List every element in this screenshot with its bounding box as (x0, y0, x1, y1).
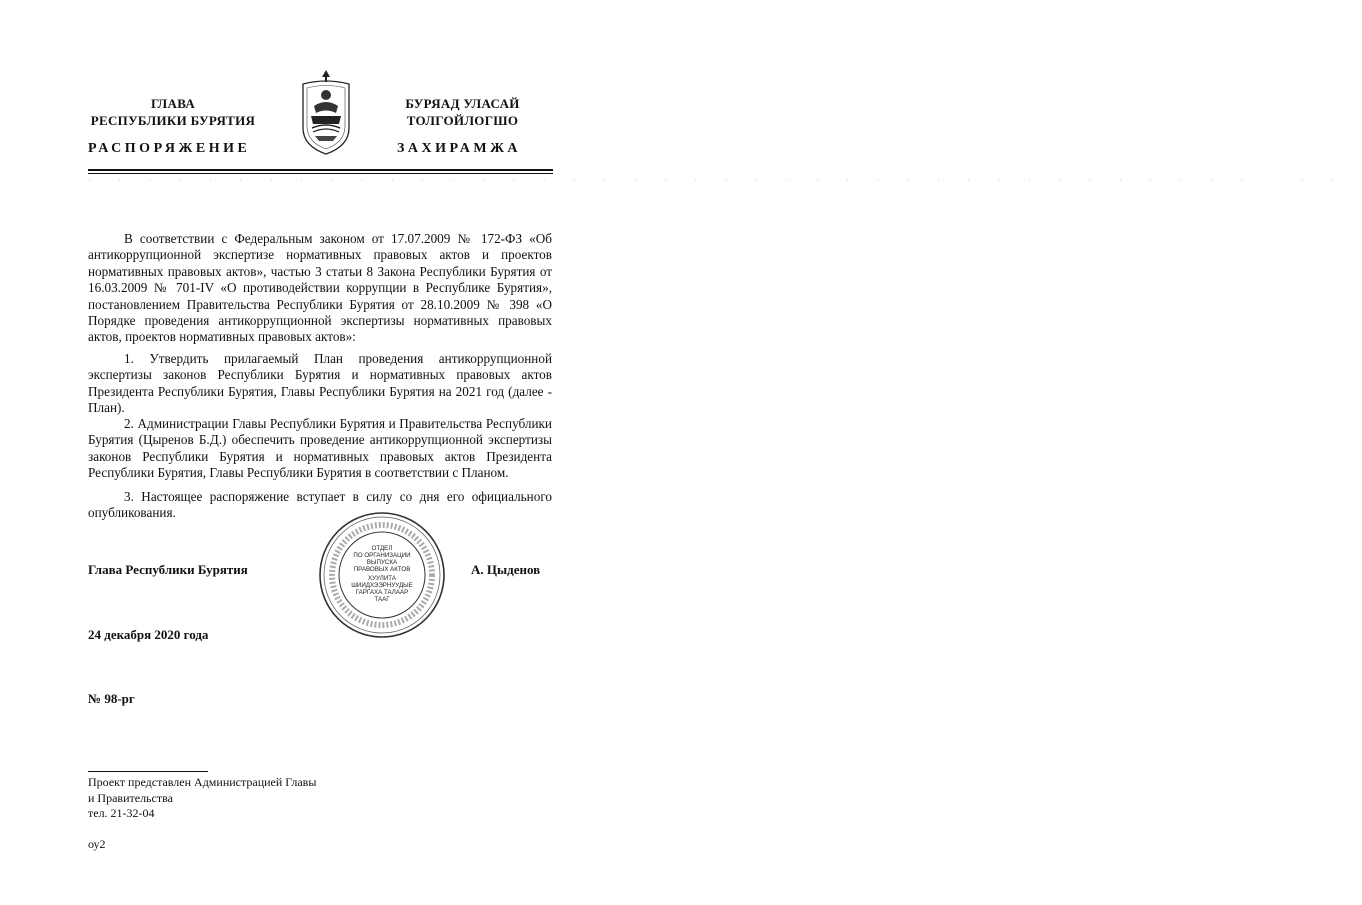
document-title-bua: ЗАХИРАМЖА (397, 141, 522, 156)
coat-of-arms-emblem (297, 68, 355, 156)
official-stamp (317, 510, 447, 640)
document-date: 24 декабря 2020 года (88, 627, 209, 642)
stamp-line1: ОТДЕЛ (371, 545, 393, 552)
body-item-1 (88, 351, 552, 417)
header-left-line2: РЕСПУБЛИКИ БУРЯТИЯ (90, 113, 256, 128)
paragraph-text: В соответствии с Федеральным законом от 17.07.2009 № 172-ФЗ «Об антикоррупционной экспертизе нормативных правовых актов и проектов нормативных правовых актов», частью 3 статьи 8 Закона Республики Бурятия от 16.03.2009 № 701-IV «О противодействии коррупции в Республике Бурятия», постановлением Правительства Республики Бурятия от 28.10.2009 № 398 «О Порядке проведения антикоррупционной экспертизы нормативных правовых актов, проектов нормативных правовых актов»: (88, 231, 552, 345)
document-number: № 98-рг (88, 691, 135, 706)
header-dots: ·········································· (88, 176, 1362, 184)
footer-line1: Проект представлен Администрацией Главы (88, 775, 317, 789)
item-text: 2. Администрации Главы Республики Бурятия и Правительства Республики Бурятия (Цыренов Б.Д.) обеспечить проведение антикоррупционной экспертизы законов Республики Бурятия и нормативных правовых актов Президента Республики Бурятия, Главы Республики Бурятия в соответствии с Планом. (88, 416, 552, 481)
stamp-line7: ГАРГАХА ТАЛААР (355, 589, 409, 596)
stamp-line6: ШИИДХЭЭРНУУДЫЕ (351, 582, 413, 589)
stamp-line5: ХУУЛИТА (368, 575, 396, 582)
item-text: 3. Настоящее распоряжение вступает в силу со дня его официального опубликования. (88, 489, 552, 521)
footer-code: оу2 (88, 837, 106, 851)
header-right-line1: БУРЯАД УЛАСАЙ (405, 96, 520, 111)
footer-note (88, 775, 316, 822)
header-left (88, 95, 258, 129)
footer-phone: тел. 21-32-04 (88, 806, 155, 820)
signature-name: А. Цыденов (471, 562, 541, 577)
header-right-line2: ТОЛГОЙЛОГШО (406, 113, 519, 128)
header-rule-thin (88, 173, 553, 174)
footer-line2: и Правительства (88, 790, 173, 805)
header-right (395, 95, 530, 129)
footer-rule (88, 771, 208, 772)
signature-position: Глава Республики Бурятия (88, 562, 248, 577)
stamp-line8: ТААГ (374, 596, 390, 603)
header-left-line1: ГЛАВА (150, 96, 196, 111)
stamp-line2: ПО ОРГАНИЗАЦИИ (353, 552, 411, 559)
stamp-line3: ВЫПУСКА (366, 559, 398, 566)
document-title-ru: РАСПОРЯЖЕНИЕ (88, 141, 251, 156)
body-paragraph-1 (88, 231, 552, 346)
stamp-line4: ПРАВОВЫХ АКТОВ (353, 566, 411, 573)
header-rule-thick (88, 169, 553, 171)
item-text: 1. Утвердить прилагаемый План проведения антикоррупционной экспертизы законов Республики Бурятия и нормативных правовых актов Президента Республики Бурятия, Главы Республики Бурятия на 2021 год (далее - План). (88, 351, 552, 416)
body-item-2 (88, 416, 552, 482)
